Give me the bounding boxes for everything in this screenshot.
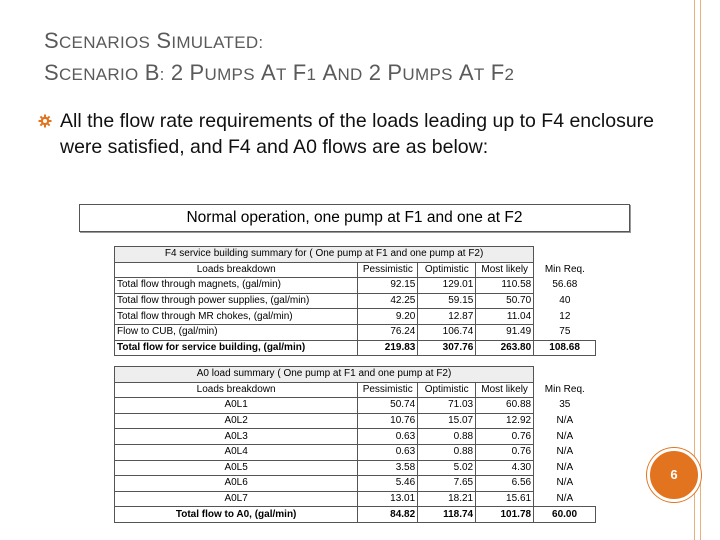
empty-cell	[534, 247, 596, 263]
title-line-1: SCENARIOS SIMULATED:	[44, 28, 264, 53]
a0-table-cell: 10.76	[358, 413, 418, 429]
a0-table-cell: 18.21	[418, 491, 476, 507]
f4-header-cell: Most likely	[476, 262, 534, 278]
a0-table-cell: A0L6	[115, 476, 358, 492]
f4-total-row	[115, 340, 596, 356]
f4-table-cell: 9.20	[358, 309, 418, 325]
f4-table-caption: F4 service building summary for ( One pump at F1 and one pump at F2)	[115, 247, 534, 263]
f4-total-cell: 219.83	[358, 340, 418, 356]
a0-table-row	[115, 413, 596, 429]
f4-header-cell: Optimistic	[418, 262, 476, 278]
f4-table-cell: Flow to CUB, (gal/min)	[115, 324, 358, 340]
a0-table-cell: 0.88	[418, 444, 476, 460]
f4-table-cell: 91.49	[476, 324, 534, 340]
a0-table-row	[115, 398, 596, 414]
a0-table-caption: A0 load summary ( One pump at F1 and one pump at F2)	[115, 367, 534, 383]
a0-table-cell: A0L4	[115, 444, 358, 460]
a0-table-cell: 15.61	[476, 491, 534, 507]
a0-table-cell: 60.88	[476, 398, 534, 414]
a0-header-cell: Min Req.	[544, 383, 585, 395]
scenario-banner: Normal operation, one pump at F1 and one at F2	[79, 204, 630, 232]
a0-total-cell: 118.74	[418, 507, 476, 523]
a0-table-cell: 3.58	[358, 460, 418, 476]
a0-header-cell: Optimistic	[418, 382, 476, 398]
a0-table-cell: 0.76	[476, 444, 534, 460]
f4-total-cell: 263.80	[476, 340, 534, 356]
f4-table-cell: 40	[559, 295, 571, 307]
f4-table-cell: Total flow through MR chokes, (gal/min)	[115, 309, 358, 325]
f4-table-row	[115, 293, 596, 309]
decorative-line	[700, 0, 701, 540]
a0-table-row	[115, 444, 596, 460]
a0-table-cell: N/A	[556, 415, 574, 427]
a0-table-cell: 12.92	[476, 413, 534, 429]
a0-total-row	[115, 507, 596, 523]
f4-table-cell: 76.24	[358, 324, 418, 340]
f4-total-cell: 307.76	[418, 340, 476, 356]
a0-header-cell: Loads breakdown	[115, 382, 358, 398]
f4-table-cell: 75	[559, 326, 571, 338]
f4-header-cell: Loads breakdown	[115, 262, 358, 278]
a0-table-cell: A0L7	[115, 491, 358, 507]
a0-table-cell: 5.46	[358, 476, 418, 492]
empty-cell	[534, 367, 596, 383]
a0-table-cell: N/A	[556, 446, 574, 458]
a0-table-cell: 4.30	[476, 460, 534, 476]
a0-table-cell: 0.88	[418, 429, 476, 445]
a0-total-cell: Total flow to A0, (gal/min)	[115, 507, 358, 523]
f4-table-cell: 59.15	[418, 293, 476, 309]
a0-table-cell: A0L5	[115, 460, 358, 476]
f4-summary-table	[114, 246, 596, 356]
f4-table-cell: 92.15	[358, 278, 418, 294]
f4-total-cell: 108.68	[534, 340, 596, 356]
a0-table-row	[115, 491, 596, 507]
f4-table-cell: 12	[559, 310, 571, 322]
a0-table-cell: 7.65	[418, 476, 476, 492]
a0-table-cell: 15.07	[418, 413, 476, 429]
a0-table-cell: A0L1	[115, 398, 358, 414]
f4-table-cell: 50.70	[476, 293, 534, 309]
a0-table-cell: 6.56	[476, 476, 534, 492]
a0-table-row	[115, 429, 596, 445]
a0-table-row	[115, 460, 596, 476]
bullet-text: All the flow rate requirements of the loads leading up to F4 enclosure were satisfied, and F4 and A0 flows are as below:	[60, 110, 655, 158]
a0-table-cell: 50.74	[358, 398, 418, 414]
a0-table-cell: 71.03	[418, 398, 476, 414]
a0-table-cell: N/A	[556, 492, 574, 504]
page-number-badge: 6	[647, 448, 701, 502]
f4-table-cell: 110.58	[476, 278, 534, 294]
f4-table-cell: Total flow through power supplies, (gal/min)	[115, 293, 358, 309]
f4-header-cell: Min Req.	[544, 263, 585, 275]
f4-table-cell: 106.74	[418, 324, 476, 340]
a0-total-cell: 84.82	[358, 507, 418, 523]
a0-header-cell: Pessimistic	[358, 382, 418, 398]
slide-title	[44, 26, 514, 90]
a0-total-cell: 60.00	[534, 507, 596, 523]
a0-summary-table	[114, 366, 596, 523]
bullet-point	[38, 108, 658, 160]
a0-table-cell: N/A	[556, 430, 574, 442]
a0-table-row	[115, 476, 596, 492]
f4-total-cell: Total flow for service building, (gal/min)	[115, 340, 358, 356]
a0-table-cell: 13.01	[358, 491, 418, 507]
a0-table-cell: 0.63	[358, 444, 418, 460]
a0-table-cell: N/A	[556, 461, 574, 473]
f4-header-cell: Pessimistic	[358, 262, 418, 278]
f4-table-row	[115, 324, 596, 340]
a0-table-cell: 35	[559, 399, 571, 411]
a0-header-cell: Most likely	[476, 382, 534, 398]
a0-table-cell: N/A	[556, 477, 574, 489]
f4-table-row	[115, 278, 596, 294]
f4-table-cell: Total flow through magnets, (gal/min)	[115, 278, 358, 294]
f4-table-cell: 12.87	[418, 309, 476, 325]
f4-table-cell: 56.68	[552, 279, 578, 291]
f4-table-cell: 129.01	[418, 278, 476, 294]
a0-table-cell: A0L2	[115, 413, 358, 429]
f4-table-row	[115, 309, 596, 325]
gear-bullet-icon	[38, 114, 52, 128]
a0-table-cell: 5.02	[418, 460, 476, 476]
a0-table-cell: 0.63	[358, 429, 418, 445]
a0-table-cell: A0L3	[115, 429, 358, 445]
a0-table-cell: 0.76	[476, 429, 534, 445]
title-line-2: SCENARIO B: 2 PUMPS AT F1 AND 2 PUMPS AT F2	[44, 60, 515, 85]
f4-table-cell: 42.25	[358, 293, 418, 309]
f4-table-cell: 11.04	[476, 309, 534, 325]
a0-total-cell: 101.78	[476, 507, 534, 523]
